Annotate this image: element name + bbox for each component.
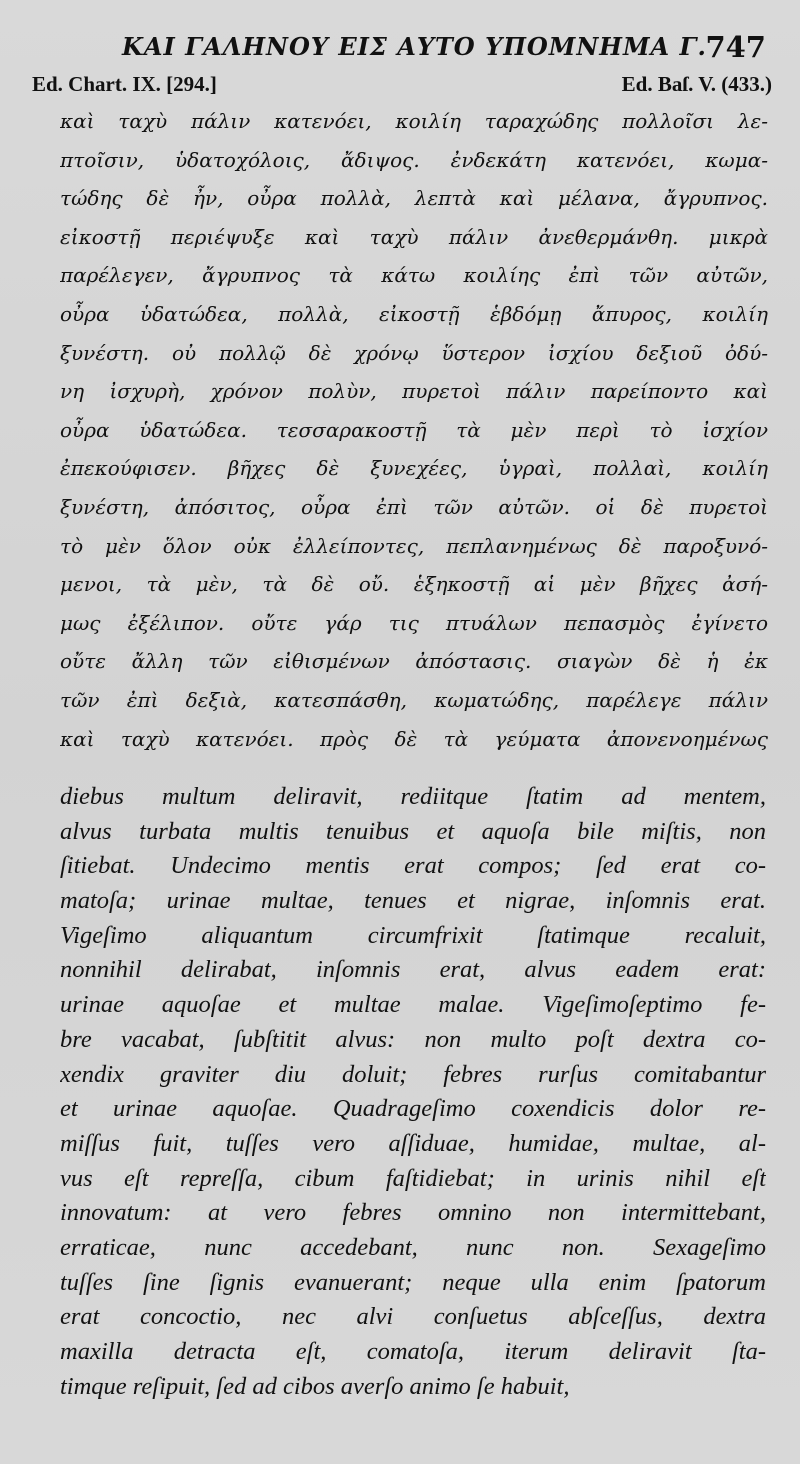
latin-line: xendix graviter diu doluit; febres rurſus comitabantur — [60, 1060, 766, 1088]
greek-line: καὶ ταχὺ κατενόει. πρὸς δὲ τὰ γεύματα ἀπονενοημένως — [60, 726, 768, 751]
greek-line: τώδης δὲ ἦν, οὖρα πολλὰ, λεπτὰ καὶ μέλανα, ἄγρυπνος. — [60, 186, 768, 211]
running-head — [62, 30, 770, 70]
greek-text-block — [60, 102, 768, 758]
page-number: 747 — [705, 30, 766, 64]
greek-line: ἐπεκούφισεν. βῆχες δὲ ξυνεχέες, ὑγραὶ, πολλαὶ, κοιλίη — [60, 456, 768, 481]
latin-line: alvus turbata multis tenuibus et aquoſa bile miſtis, non — [60, 817, 766, 845]
greek-line: καὶ ταχὺ πάλιν κατενόει, κοιλίη ταραχώδης πολλοῖσι λε- — [60, 109, 768, 133]
running-title: ΚΑΙ ΓΑΛΗΝΟΥ ΕΙΣ ΑΥΤΟ ΥΠΟΜΝΗΜΑ Γ. — [122, 32, 707, 61]
greek-line: τὸ μὲν ὅλον οὐκ ἐλλείποντες, πεπλανημένως δὲ παροξυνό- — [60, 533, 768, 558]
greek-line: μως ἐξέλιπον. οὔτε γάρ τις πτυάλων πεπασμὸς ἐγίνετο — [60, 610, 768, 635]
latin-line: miſſus fuit, tuſſes vero aſſiduae, humidae, multae, al- — [60, 1129, 766, 1157]
greek-line: μενοι, τὰ μὲν, τὰ δὲ οὔ. ἑξηκοστῇ αἱ μὲν βῆχες ἀσή- — [60, 572, 768, 597]
latin-line: nonnihil delirabat, inſomnis erat, alvus eadem erat: — [60, 956, 766, 984]
edition-basel-reference: Ed. Baſ. V. (433.) — [621, 72, 772, 96]
greek-line: παρέλεγεν, ἄγρυπνος τὰ κάτω κοιλίης ἐπὶ τῶν αὐτῶν, — [60, 263, 768, 288]
latin-line: urinae aquoſae et multae malae. Vigeſimoſeptimo fe- — [60, 991, 766, 1019]
greek-line: τῶν ἐπὶ δεξιὰ, κατεσπάσθη, κωματώδης, παρέλεγε πάλιν — [60, 687, 768, 712]
latin-line: tuſſes ſine ſignis evanuerant; neque ulla enim ſpatorum — [60, 1268, 766, 1296]
latin-line: et urinae aquoſae. Quadrageſimo coxendicis dolor re- — [60, 1095, 766, 1123]
greek-line: οὖρα ὑδατώδεα. τεσσαρακοστῇ τὰ μὲν περὶ τὸ ἰσχίον — [60, 417, 768, 442]
greek-line: οὔτε ἄλλη τῶν εἰθισμένων ἀπόστασις. σιαγὼν δὲ ἡ ἐκ — [60, 649, 768, 674]
greek-line: εἰκοστῇ περιέψυξε καὶ ταχὺ πάλιν ἀνεθερμάνθη. μικρὰ — [60, 224, 768, 249]
latin-line: ſitiebat. Undecimo mentis erat compos; ſed erat co- — [60, 852, 766, 880]
edition-chartier-reference: Ed. Chart. IX. [294.] — [32, 72, 217, 96]
edition-references — [32, 72, 772, 104]
latin-line: bre vacabat, ſubſtitit alvus: non multo poſt dextra co- — [60, 1025, 766, 1053]
greek-line: νη ἰσχυρὴ, χρόνον πολὺν, πυρετοὶ πάλιν παρείποντο καὶ — [60, 379, 768, 404]
latin-line: vus eſt repreſſa, cibum faſtidiebat; in urinis nihil eſt — [60, 1164, 766, 1192]
latin-line: matoſa; urinae multae, tenues et nigrae, inſomnis erat. — [60, 887, 766, 915]
latin-line: erraticae, nunc accedebant, nunc non. Sexageſimo — [60, 1233, 766, 1261]
latin-line: diebus multum deliravit, rediitque ſtatim ad mentem, — [60, 783, 766, 810]
greek-line: ξυνέστη. οὐ πολλῷ δὲ χρόνῳ ὕστερον ἰσχίου δεξιοῦ ὀδύ- — [60, 340, 768, 365]
greek-line: ξυνέστη, ἀπόσιτος, οὖρα ἐπὶ τῶν αὐτῶν. οἱ δὲ πυρετοὶ — [60, 494, 768, 519]
greek-line: πτοῖσιν, ὑδατοχόλοις, ἄδιψος. ἐνδεκάτη κατενόει, κωμα- — [60, 147, 768, 172]
latin-line: Vigeſimo aliquantum circumfrixit ſtatimque recaluit, — [60, 921, 766, 949]
latin-line: timque reſipuit, ſed ad cibos averſo animo ſe habuit, — [60, 1372, 570, 1400]
latin-line: erat concoctio, nec alvi conſuetus abſceſſus, dextra — [60, 1303, 766, 1331]
greek-line: οὖρα ὑδατώδεα, πολλὰ, εἰκοστῇ ἑβδόμῃ ἄπυρος, κοιλίη — [60, 301, 768, 326]
latin-text-block — [60, 780, 766, 1404]
latin-line: innovatum: at vero febres omnino non intermittebant, — [60, 1199, 766, 1227]
latin-line: maxilla detracta eſt, comatoſa, iterum deliravit ſta- — [60, 1338, 766, 1365]
